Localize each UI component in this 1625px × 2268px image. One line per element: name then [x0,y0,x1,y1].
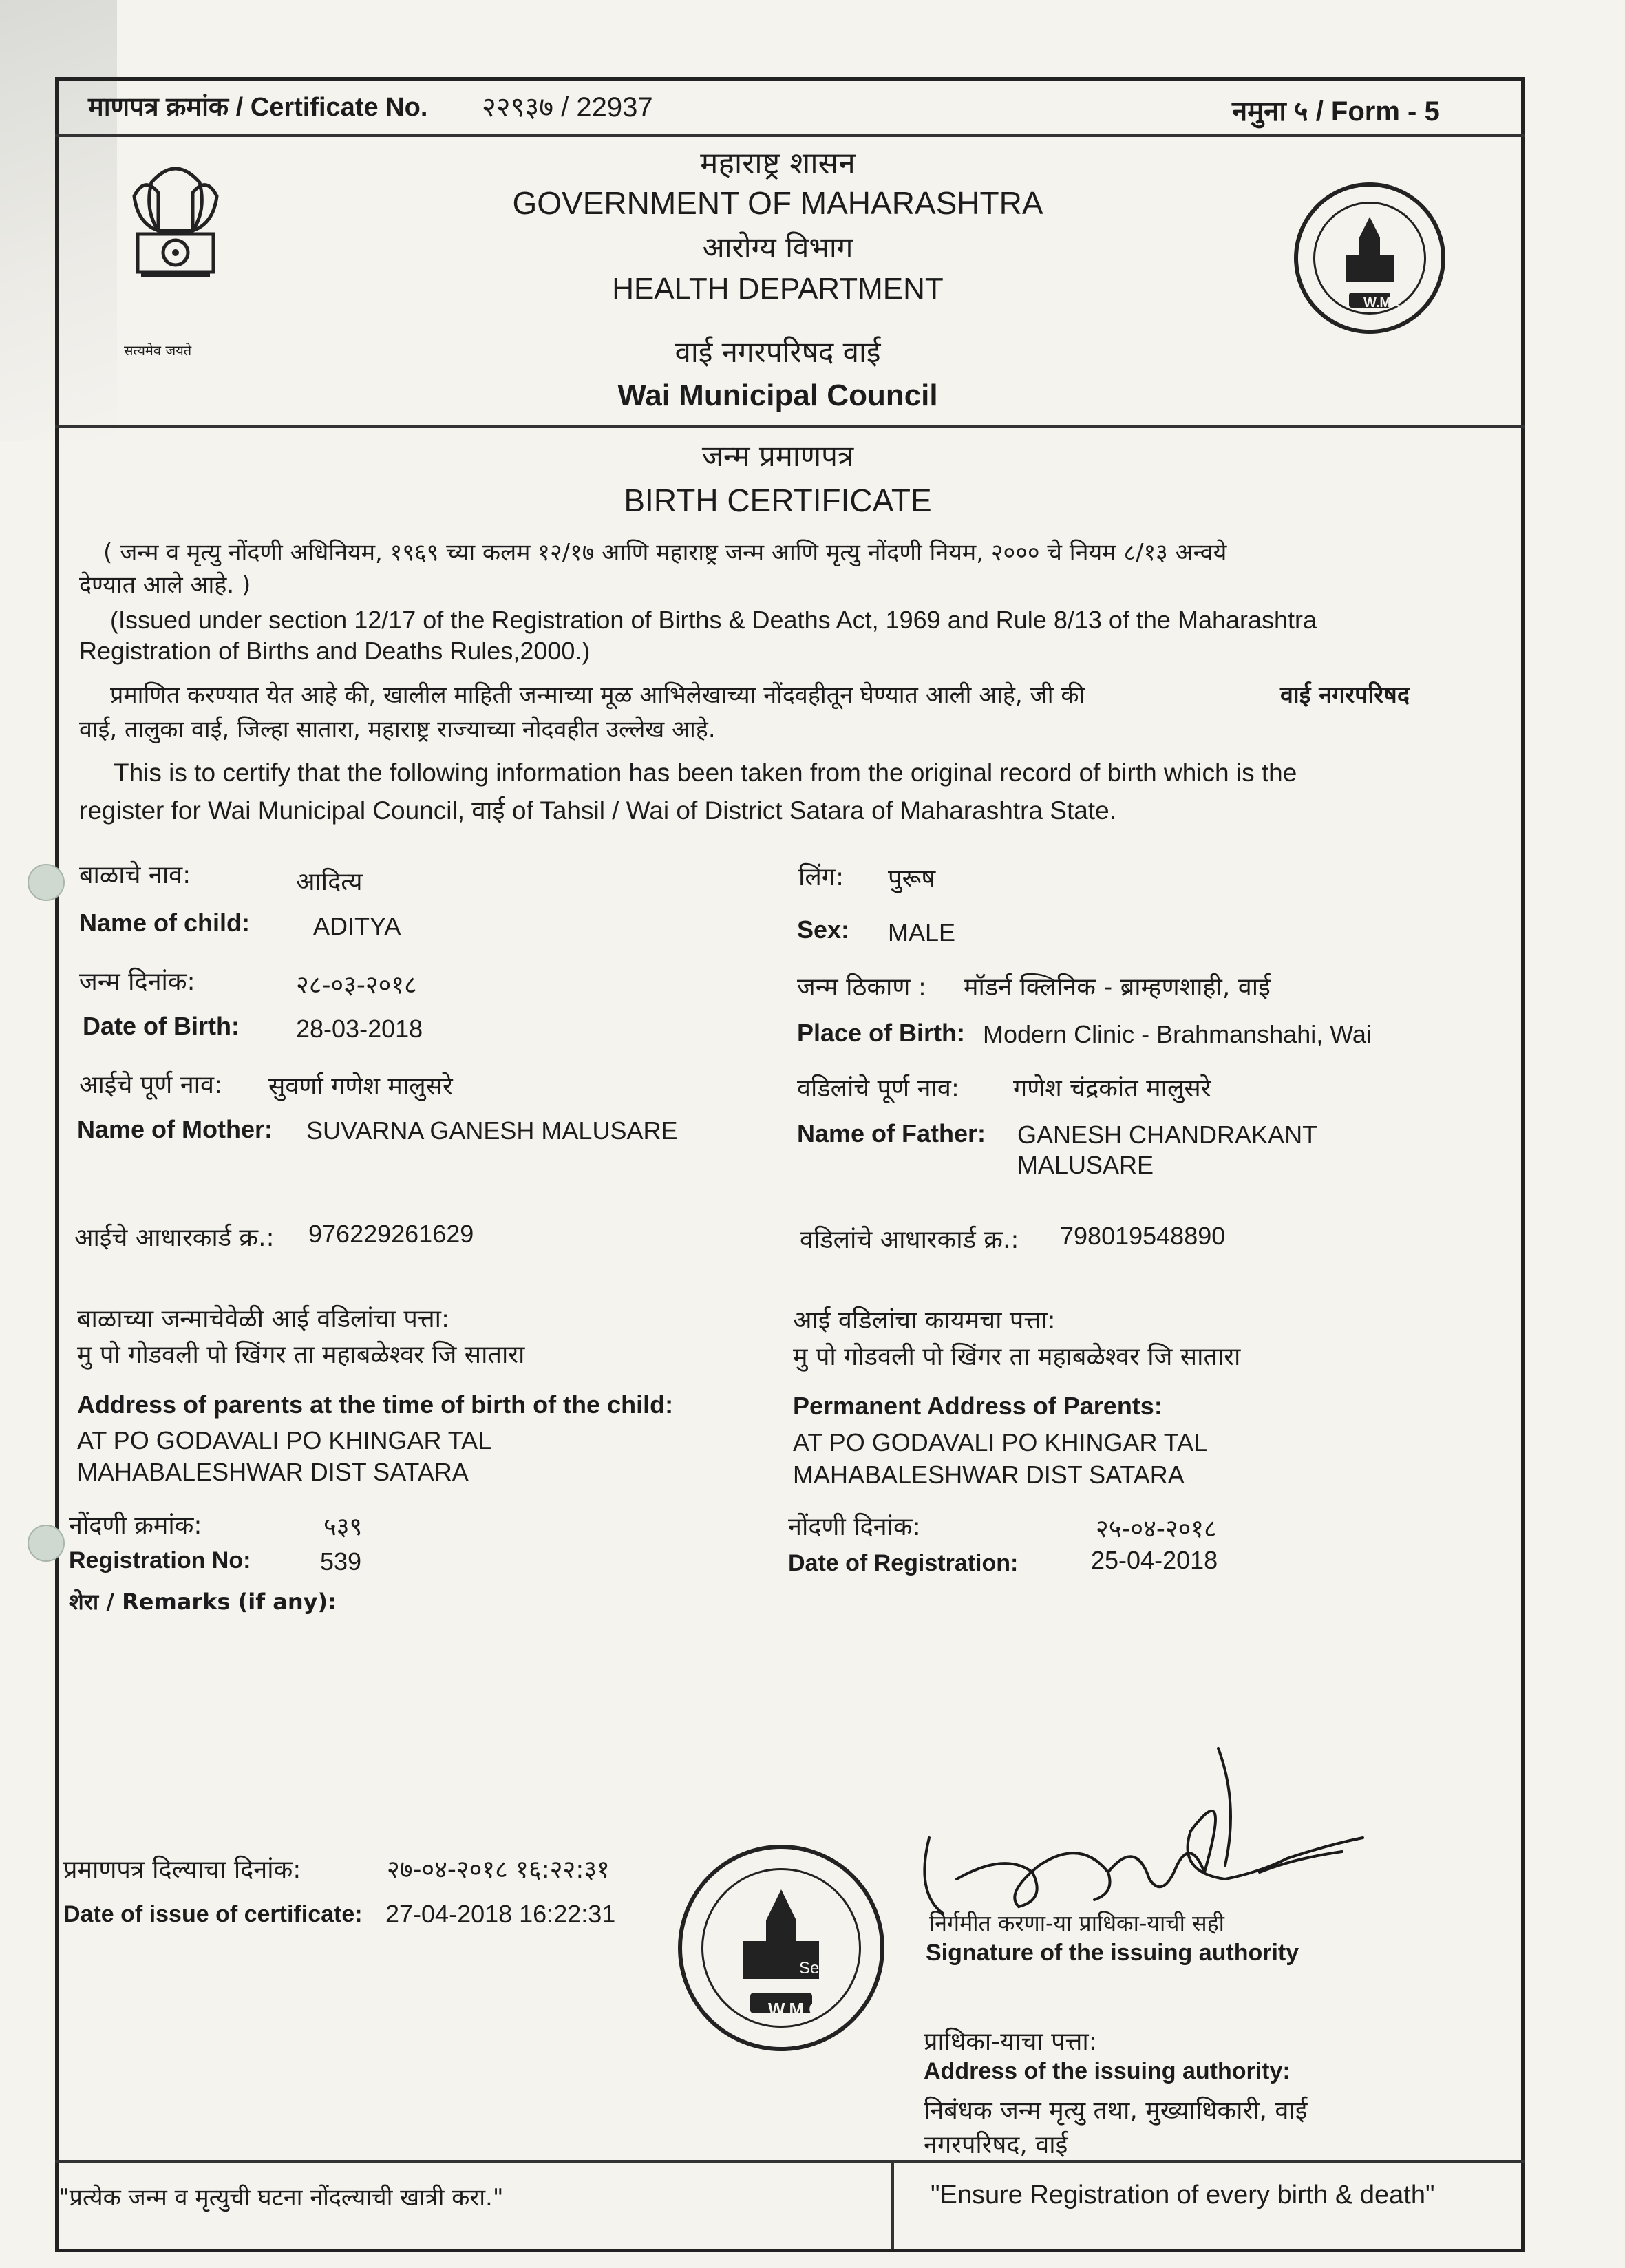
child-name-marathi: आदित्य [296,868,363,896]
department-title: HEALTH DEPARTMENT [612,272,944,306]
footer-slogan: "Ensure Registration of every birth & death" [931,2181,1435,2209]
pob-label: Place of Birth: [797,1019,966,1047]
permanent-address-line1: AT PO GODAVALI PO KHINGAR TAL [793,1428,1208,1456]
seal-label: Seal [799,1959,833,1978]
certify-marathi-council: वाई नगरपरिषद [1280,681,1410,709]
issue-date-label: Date of issue of certificate: [63,1901,363,1927]
emblem-motto: सत्यमेव जयते [124,342,192,359]
preamble-english-line1: (Issued under section 12/17 of the Registration of Births & Deaths Act, 1969 and Rule 8/13 of the Maharashtra [110,606,1317,634]
father-name-label: Name of Father: [797,1119,986,1147]
issuing-seal-text: W.M.C [768,1999,822,2020]
registration-date-marathi-label: नोंदणी दिनांक: [788,1513,921,1541]
form-number: नमुना ५ / Form - 5 [1232,96,1440,127]
certificate-no-value: २२९३७ / 22937 [482,92,653,123]
certify-marathi-line1: प्रमाणित करण्यात येत आहे की, खालील माहिती जन्माच्या मूळ आभिलेखाच्या नोंदवहीतून घेण्यात आली आहे, जी की [110,681,1085,709]
certificate-title: BIRTH CERTIFICATE [624,483,932,518]
father-aadhaar-label: वडिलांचे आधारकार्ड क्र.: [800,1226,1019,1254]
birth-address-label: Address of parents at the time of birth of the child: [77,1390,674,1419]
permanent-address-marathi-label: आई वडिलांचा कायमचा पत्ता: [793,1306,1056,1335]
registration-date-marathi: २५-०४-२०१८ [1096,1515,1217,1543]
registration-date-label: Date of Registration: [788,1550,1019,1576]
child-name-marathi-label: बाळाचे नाव: [79,861,191,889]
dob-label: Date of Birth: [83,1012,240,1040]
issue-date-value: 27-04-2018 16:22:31 [385,1900,616,1928]
issue-date-marathi-label: प्रमाणपत्र दिल्याचा दिनांक: [63,1856,301,1884]
mother-aadhaar-value: 976229261629 [308,1220,474,1248]
certificate-title-marathi: जन्म प्रमाणपत्र [701,439,854,473]
father-name-marathi-label: वडिलांचे पूर्ण नाव: [797,1074,960,1103]
government-title-marathi: महाराष्ट्र शासन [700,146,856,181]
father-name-line2: MALUSARE [1017,1151,1154,1179]
preamble-marathi-line2: देण्यात आले आहे. ) [79,571,251,599]
authority-address-marathi-label: प्राधिका-याचा पत्ता: [924,2028,1097,2056]
seal-text: W.M.C [1363,295,1405,310]
certificate-no-label: माणपत्र क्रमांक / Certificate No. [88,93,428,122]
father-aadhaar-value: 798019548890 [1060,1222,1226,1250]
issue-date-marathi: २७-०४-२०१८ १६:२२:३१ [387,1856,610,1884]
national-emblem-icon [110,155,241,361]
registration-no-marathi-label: नोंदणी क्रमांक: [69,1512,202,1540]
birth-address-line1: AT PO GODAVALI PO KHINGAR TAL [77,1426,492,1454]
mother-name-label: Name of Mother: [77,1115,273,1143]
remarks-label: शेरा / Remarks (if any): [69,1589,337,1615]
council-title-marathi: वाई नगरपरिषद वाई [675,335,881,369]
sex-value: MALE [888,918,956,946]
registration-no-label: Registration No: [69,1547,251,1573]
authority-address-label: Address of the issuing authority: [924,2058,1291,2084]
birth-address-marathi: मु पो गोडवली पो खिंगर ता महाबळेश्वर जि सातारा [77,1341,525,1369]
registration-no-marathi: ५३९ [323,1513,363,1541]
council-title: Wai Municipal Council [617,379,938,412]
department-title-marathi: आरोग्य विभाग [702,231,853,264]
permanent-address-line2: MAHABALESHWAR DIST SATARA [793,1461,1185,1489]
municipal-seal-icon [1294,182,1445,334]
authority-address-line2: नगरपरिषद, वाई [924,2131,1068,2159]
sex-marathi: पुरूष [888,865,936,893]
child-name-value: ADITYA [313,912,401,940]
sex-label: Sex: [797,915,850,944]
pob-marathi-label: जन्म ठिकाण : [797,973,926,1001]
punch-hole [28,1525,65,1562]
birth-address-line2: MAHABALESHWAR DIST SATARA [77,1458,469,1486]
certify-english-line2: register for Wai Municipal Council, वाई of Tahsil / Wai of District Satara of Maharashtra State. [79,796,1116,825]
mother-name-marathi: सुवर्णा गणेश मालुसरे [268,1072,453,1101]
pob-value: Modern Clinic - Brahmanshahi, Wai [983,1020,1372,1048]
permanent-address-marathi: मु पो गोडवली पो खिंगर ता महाबळेश्वर जि सातारा [793,1343,1241,1371]
preamble-marathi-line1: ( जन्म व मृत्यु नोंदणी अधिनियम, १९६९ च्या कलम १२/१७ आणि महाराष्ट्र जन्म आणि मृत्यु नोंदणी नियम, २००० चे नियम ८/१३ अन्वये [103,539,1227,566]
registration-date-value: 25-04-2018 [1091,1546,1218,1574]
dob-value: 28-03-2018 [296,1015,423,1043]
father-name-marathi: गणेश चंद्रकांत मालुसरे [1013,1074,1211,1103]
registration-no-value: 539 [320,1547,362,1576]
signature-label: Signature of the issuing authority [926,1940,1299,1966]
punch-hole [28,864,65,901]
footer-divider [55,2160,1525,2163]
dob-marathi-label: जन्म दिनांक: [79,968,195,996]
pob-marathi: मॉडर्न क्लिनिक - ब्राम्हणशाही, वाई [964,973,1271,1001]
authority-address-line1: निबंधक जन्म मृत्यु तथा, मुख्याधिकारी, वाई [924,2097,1308,2125]
title-divider [55,425,1525,428]
certify-marathi-line2: वाई, तालुका वाई, जिल्हा सातारा, महाराष्ट्र राज्याच्या नोदवहीत उल्लेख आहे. [79,716,716,743]
sex-marathi-label: लिंग: [798,863,845,891]
dob-marathi: २८-०३-२०१८ [296,971,417,999]
header-divider [55,134,1525,137]
preamble-english-line2: Registration of Births and Deaths Rules,2000.) [79,637,591,665]
permanent-address-label: Permanent Address of Parents: [793,1392,1162,1420]
mother-aadhaar-label: आईचे आधारकार्ड क्र.: [74,1224,275,1252]
footer-slogan-marathi: "प्रत्येक जन्म व मृत्युची घटना नोंदल्याची खात्री करा." [59,2184,504,2212]
birth-address-marathi-label: बाळाच्या जन्माचेवेळी आई वडिलांचा पत्ता: [77,1305,450,1333]
signature-label-marathi: निर्गमीत करणा-या प्राधिका-याची सही [929,1910,1224,1936]
child-name-label: Name of child: [79,909,251,937]
mother-name-value: SUVARNA GANESH MALUSARE [306,1116,678,1145]
issuing-seal-icon [678,1845,884,2051]
mother-name-marathi-label: आईचे पूर्ण नाव: [79,1071,223,1099]
father-name-line1: GANESH CHANDRAKANT [1017,1121,1318,1149]
government-title: GOVERNMENT OF MAHARASHTRA [512,185,1043,221]
certify-english-line1: This is to certify that the following information has been taken from the original record of birth which is the [114,759,1297,787]
footer-separator [891,2160,894,2249]
